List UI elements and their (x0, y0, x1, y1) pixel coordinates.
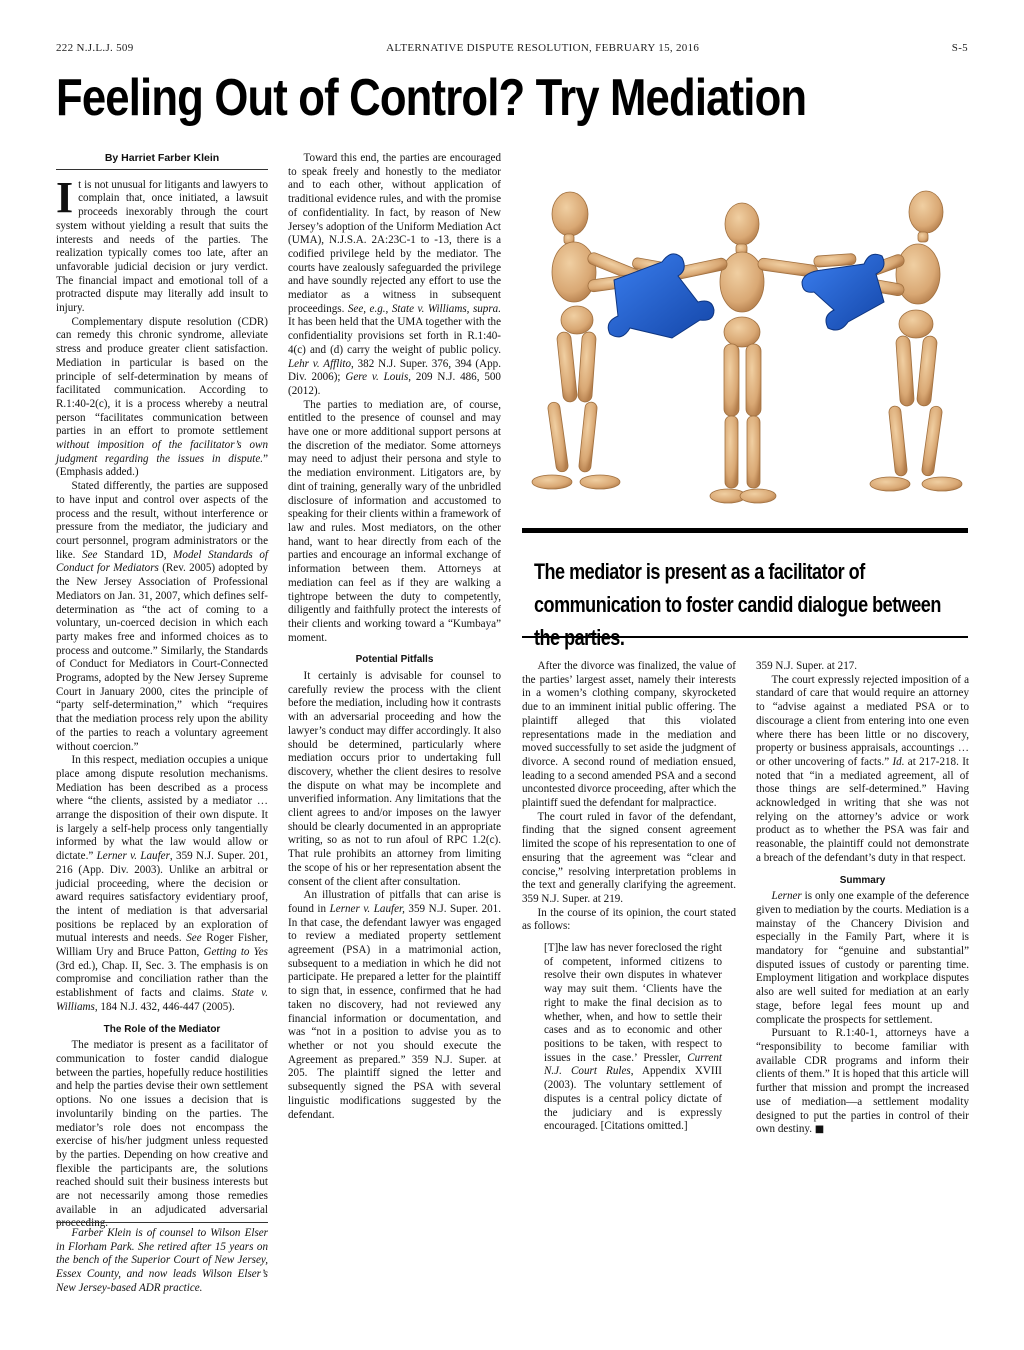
paragraph: It certainly is advisable for counsel to carefully review the process with the client before the mediation, including how it contrasts with an adversarial proceeding and how the lawyer’s conduct may differ accordingly. It also should be determined, particularly where mediation occurs prior to undertaking full discovery, whether the client desires to resolve the dispute on what may be incomplete and unverified information. Any limitations that the client agrees to and/or imposes on the lawyer should be clearly documented in an appropriate writing, so as not to run afoul of RPC 1.2(c). That rule prohibits an attorney from limiting the scope of his or her representation absent the consent of the client after consultation. (288, 670, 501, 888)
subhead-summary: Summary (839, 874, 886, 886)
subhead-pitfalls: Potential Pitfalls (355, 654, 434, 666)
left-mannequin (532, 192, 646, 489)
drop-cap: I (56, 172, 74, 222)
paragraph: Stated differently, the parties are supposed to have input and control over aspects of the process and the result, without interference or pressure from the mediator, the judiciary and court personnel, program administrators or the like. See Standard 1D, Model Standards of Conduct for Mediators (Rev. 2005) adopted by the New Jersey Association of Professional Mediators on Jan. 31, 2007, which defines self-determination as “the act of coming to a voluntary, un-coerced decision in which each party makes free and informed choices as to process and outcome.” Similarly, the Standards of Conduct for Mediators in Court-Connected Programs, adopted by the New Jersey Supreme Court in January 2000, cites the principle of “party self-determination,” which “requires that the mediation process rely upon the ability of the parties to reach a voluntary agreement without coercion.” (56, 480, 269, 753)
pull-quote-text: The mediator is present as a facilitator of communication to foster candid dialogue between the parties. (534, 559, 941, 650)
column-4 (756, 660, 969, 1137)
paragraph: The court ruled in favor of the defendant, finding that the signed consent agreement limited the scope of his representation to one of ensuring that the agreement was “clear and concise,” resolving interpretation problems in the text and generally clarifying the agreement. 359 N.J. Super. at 219. (522, 810, 736, 905)
paragraph: In the course of its opinion, the court stated as follows: (522, 906, 736, 933)
block-quote: [T]he law has never foreclosed the right of competent, informed citizens to resolve their own disputes in whatever way may suit them. ‘Clients have the right to make the final decision as to whether, when, and how to settle their cases and as to economic and other positions to be taken, with respect to issues in the case.’ Pressler, Current N.J. Court Rules, Appendix XVIII (2003). The voluntary settlement of disputes is a central policy dictate of the judiciary and is expressly encouraged. [Citations omitted.] (544, 942, 722, 1133)
photo-illustration (522, 152, 968, 524)
paragraph: The parties to mediation are, of course, entitled to the presence of counsel and may have one or more additional support persons at the discretion of the mediator. Some attorneys may need to adjust their persona and style to the mediation environment. Litigators are, by dint of training, generally wary of the unbridled disclosure of information and accustomed to speaking for their clients within a framework of law and rules. Most mediators, on the other hand, want to hear directly from each of the parties and encourage an informal exchange of information between them. Attorneys at mediation can feel as if they are walking a tightrope between the duty to competently, diligently and faithfully protect the interests of their clients and working toward a “Kumbaya” moment. (288, 398, 501, 644)
center-mannequin (632, 203, 857, 503)
end-mark: ■ (814, 1124, 825, 1136)
pull-quote (522, 528, 968, 650)
subhead-role: The Role of the Mediator (103, 1023, 221, 1035)
header-page-number: S-5 (951, 42, 968, 54)
author-bio: Farber Klein is of counsel to Wilson Elser in Florham Park. She retired after 15 years on the bench of the Superior Court of New Jersey, Essex County, and now leads Wilson Elser’s New Jersey-based ADR practice. (56, 1222, 268, 1296)
paragraph: 359 N.J. Super. at 217. (756, 660, 858, 672)
mannequins-puzzle-photo (522, 152, 968, 524)
column-1 (56, 152, 268, 1231)
header-section: ALTERNATIVE DISPUTE RESOLUTION, FEBRUARY 15, 2016 (386, 42, 700, 54)
column-3 (522, 660, 736, 1142)
right-mannequin (845, 191, 962, 491)
paragraph: In this respect, mediation occupies a unique place among dispute resolution mechanisms. Mediation has been described as a process where “the clients, assisted by a mediator … arrange the disposition of their own dispute. It is largely a self-help process only tangentially informed by what the law would allow or dictate.” Lerner v. Laufer, 359 N.J. Super. 201, 216 (App. Div. 2003). Unlike an arbitral or judicial proceeding, where the decision or award requires satisfactory evidentiary proof, the intent of mediation is that adversarial positions be replaced by an exploration of mutual interests and needs. See Roger Fisher, William Ury and Bruce Patton, Getting to Yes (3rd ed.), Chap. II, Sec. 3. The emphasis is on compromise and conciliation rather than the establishment of facts and claims. State v. Williams, 184 N.J. 432, 446-447 (2005). (56, 754, 268, 1013)
paragraph: An illustration of pitfalls that can arise is found in Lerner v. Laufer, 359 N.J. Super. 201. In that case, the defendant lawyer was engaged to review a mediated property settlement agreement (PSA) in a matrimonial action, subsequent to a mediation in which he did not participate. He prepared a letter for the plaintiff to sign that, in essence, confirmed that he had taken no discovery, had not reviewed any financial information or documentation, and was “not in a position to advise you as to whether or not you should execute the Agreement as prepared.” 359 N.J. Super. at 205. The plaintiff signed the letter and subsequently signed the PSA with several linguistic modifications suggested by the defendant. (288, 889, 501, 1121)
column-2 (288, 152, 501, 1122)
byline: By Harriet Farber Klein (56, 152, 268, 170)
article-headline: Feeling Out of Control? Try Mediation (56, 69, 807, 127)
paragraph: Complementary dispute resolution (CDR) can remedy this chronic syndrome, alleviate stress and produce greater client satisfaction. Mediation in particular is based on the principle of self-determination by means of facilitated communication. According to R.1:40-2(c), it is a process whereby a neutral person “facilitates communication between parties in an effort to promote settlement without imposition of the facilitator’s own judgment regarding the issues in dispute.” (Emphasis added.) (56, 315, 268, 479)
running-header (56, 42, 968, 54)
paragraph: After the divorce was finalized, the value of the parties’ largest asset, namely their interests in a women’s clothing company, skyrocketed due to an imminent initial public offering. The plaintiff alleged that this violated representations made in the mediation and moved successfully to set aside the judgment of divorce. A second round of mediation ensued, leading to a second amended PSA and a second uncontested divorce proceeding, after which the plaintiff sued the defendant for malpractice. (522, 660, 736, 810)
paragraph: The mediator is present as a facilitator of communication to foster candid dialogue between the parties, hopefully reduce hostilities and help the parties devise their own settlement options. No one issues a decision that is involuntarily binding on the parties. The mediator’s role does not encompass the exercise of his/her judgment unless requested by the parties. Depending on how creative and flexible the participants are, the solutions reached should suit their business interests but are not necessarily among those remedies available in an adjudicated adversarial proceeding. (56, 1039, 268, 1230)
paragraph: Toward this end, the parties are encouraged to speak freely and honestly to the mediator and to each other, without application of traditional evidence rules, and with the promise of confidentiality. In fact, by reason of New Jersey’s adoption of the Uniform Mediation Act (UMA), N.J.S.A. 2A:23C-1 to -13, there is a codified privilege held by the mediator. The courts have zealously safeguarded the privilege and have soundly rejected any effort to use the mediator as a witness in subsequent proceedings. See, e.g., State v. Williams, supra. It has been held that the UMA together with the confidentiality provisions set forth in R.1:40-4(c) and (d) carry the weight of public policy. Lehr v. Afflito, 382 N.J. Super. 376, 394 (App. Div. 2006); Gere v. Louis, 209 N.J. 486, 500 (2012). (288, 152, 501, 397)
header-citation: 222 N.J.L.J. 509 (56, 42, 134, 54)
paragraph: Lerner is only one example of the deference given to mediation by the courts. Mediation is a mainstay of the Chancery Division and especially in the Family Part, where it is mandatory for “genuine and substantial” disputed issues of custody or parenting time. Employment litigation and workplace disputes also are well suited for mediation at an early stage, before legal fees mount up and complicate the prospects for settlement. (756, 890, 969, 1026)
paragraph: The court expressly rejected imposition of a standard of care that would require an attorney to “advise against a mediated PSA or to discourage a client from entering into one even where there has been little or no discovery, property or business appraisals, accountings … or other uncovering of facts.” Id. at 217-218. It noted that “in a mediated agreement, all of those things are self-determined.” Having acknowledged in writing that she was not relying on the attorney’s advice or work product as to whether the PSA was fair and reasonable, the plaintiff could not demonstrate a breach of the defendant’s duty in that respect. (756, 673, 969, 864)
paragraph: It is not unusual for litigants and lawyers to complain that, once initiated, a lawsuit proceeds inexorably through the court system without yielding a result that suits the interests and needs of the parties. The realization typically comes too late, after an unfavorable judicial decision or jury verdict. The financial impact and emotional toll of a protracted dispute may literally add insult to injury. (56, 172, 268, 315)
paragraph: Pursuant to R.1:40-1, attorneys have a “responsibility to become familiar with available CDR programs and inform their clients of them.” It is hoped that this article will further that mission and prompt the increased use of mediation—a settlement modality designed to put the parties in control of their own destiny. ■ (756, 1027, 969, 1136)
